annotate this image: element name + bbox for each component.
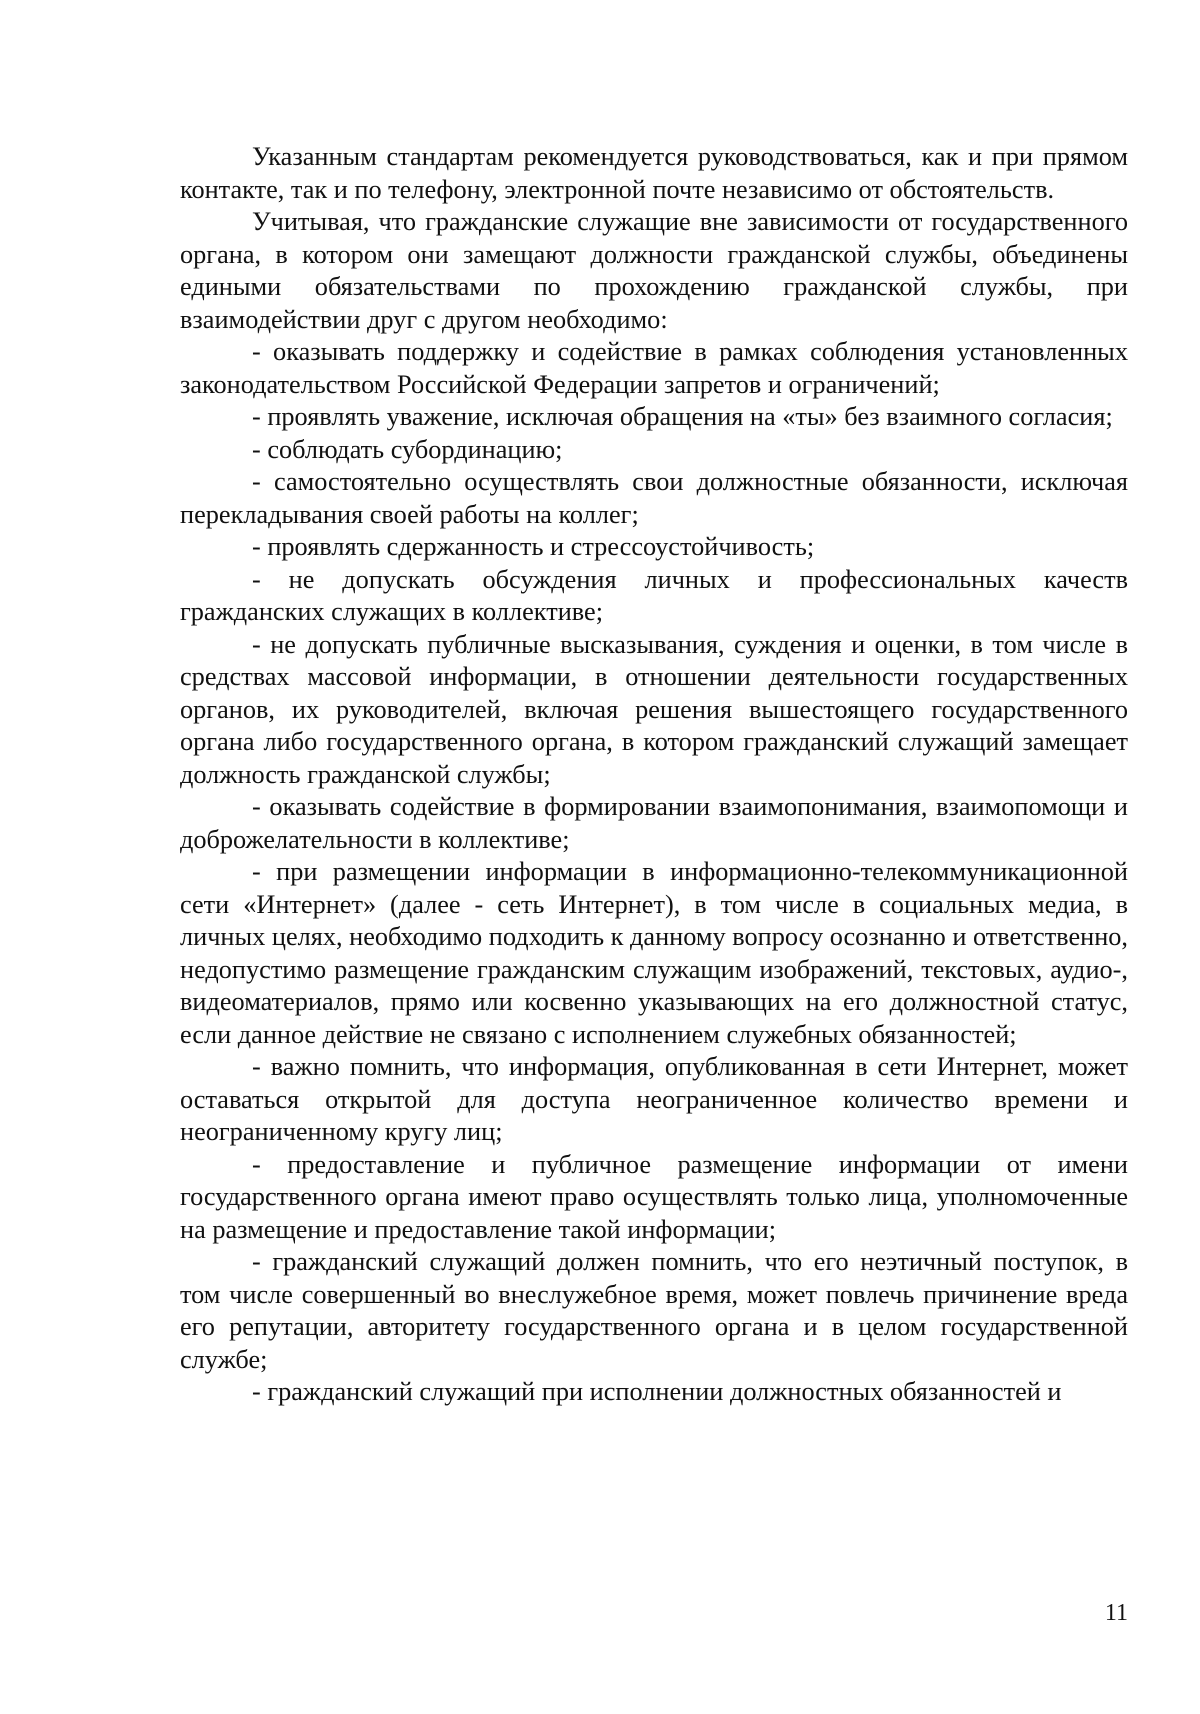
list-item-duties: - самостоятельно осуществлять свои должностные обязанности, исключая перекладывания своей работы на коллег; <box>180 467 1128 529</box>
body-text <box>180 141 1128 1409</box>
paragraph-considering: Учитывая, что гражданские служащие вне зависимости от государственного органа, в котором они замещают должности гражданской службы, объединены едиными обязательствами по прохождению гражданской службы, при взаимодействии друг с другом необходимо: <box>180 207 1128 334</box>
list-item-respect: - проявлять уважение, исключая обращения на «ты» без взаимного согласия; <box>252 402 1113 431</box>
list-item-no-public-statements: - не допускать публичные высказывания, суждения и оценки, в том числе в средствах массовой информации, в отношении деятельности государственных органов, их руководителей, включая решения вышестоящего государственного органа либо государственного органа, в котором гражданский служащий замещает должность гражданской службы; <box>180 629 1128 789</box>
paragraph-standards: Указанным стандартам рекомендуется руководствоваться, как и при прямом контакте, так и по телефону, электронной почте независимо от обстоятельств. <box>180 142 1128 204</box>
list-item-no-discussion: - не допускать обсуждения личных и профессиональных качеств гражданских служащих в коллективе; <box>180 564 1128 626</box>
list-item-mutual-understanding: - оказывать содействие в формировании взаимопонимания, взаимопомощи и доброжелательности в коллективе; <box>180 792 1128 854</box>
list-item-duties-continued: - гражданский служащий при исполнении должностных обязанностей и <box>252 1377 1062 1406</box>
list-item-authorized-persons: - предоставление и публичное размещение информации от имени государственного органа имеют право осуществлять только лица, уполномоченные на размещение и предоставление такой информации; <box>180 1149 1128 1244</box>
list-item-internet-posting: - при размещении информации в информационно-телекоммуникационной сети «Интернет» (далее - сеть Интернет), в том числе в социальных медиа, в личных целях, необходимо подходить к данному вопросу осознанно и ответственно, недопустимо размещение гражданским служащим изображений, текстовых, аудио-, видеоматериалов, прямо или косвенно указывающих на его должностной статус, если данное действие не связано с исполнением служебных обязанностей; <box>180 857 1128 1049</box>
list-item-restraint: - проявлять сдержанность и стрессоустойчивость; <box>252 532 815 561</box>
list-item-information-persistence: - важно помнить, что информация, опубликованная в сети Интернет, может оставаться открытой для доступа неограниченное количество времени и неограниченному кругу лиц; <box>180 1052 1128 1146</box>
list-item-support: - оказывать поддержку и содействие в рамках соблюдения установленных законодательством Российской Федерации запретов и ограничений; <box>180 337 1128 399</box>
list-item-unethical-act: - гражданский служащий должен помнить, что его неэтичный поступок, в том числе совершенный во внеслужебное время, может повлечь причинение вреда его репутации, авторитету государственного органа и в целом государственной службе; <box>180 1247 1128 1374</box>
page-number: 11 <box>1104 1600 1128 1626</box>
list-item-subordination: - соблюдать субординацию; <box>252 434 563 464</box>
